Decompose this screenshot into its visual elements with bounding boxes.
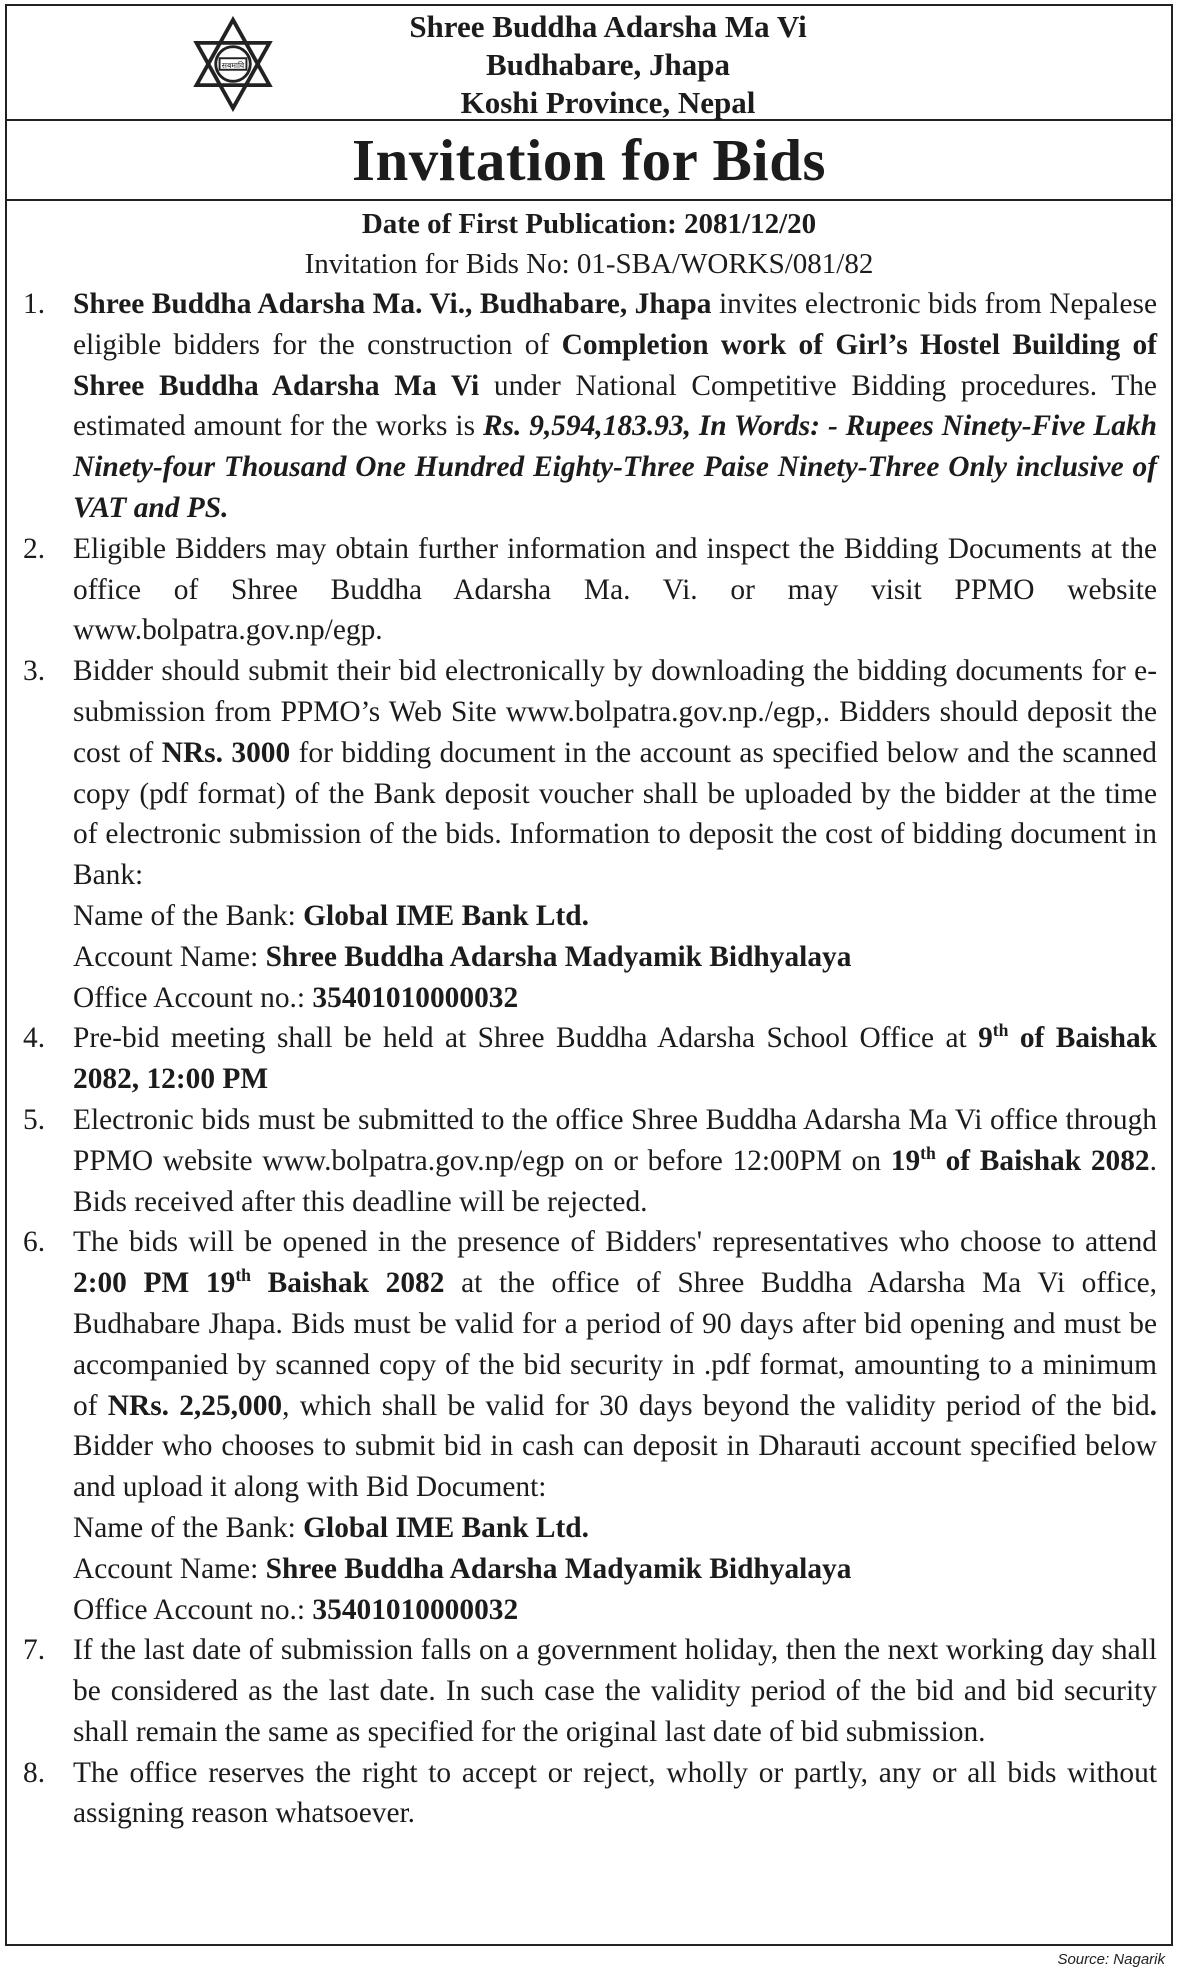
clause-5-day-suffix: th (920, 1142, 936, 1163)
org-province: Koshi Province, Nepal (460, 85, 756, 120)
org-address: Budhabare, Jhapa (485, 47, 731, 82)
clause-4-day: 9 (978, 1022, 993, 1055)
clause-4-text: Pre-bid meeting shall be held at Shree Buddha Adarsha School Office at (73, 1022, 979, 1055)
clause-7 (23, 1630, 1157, 1752)
ifb-number: Invitation for Bids No: 01-SBA/WORKS/081/82 (304, 248, 874, 280)
account-number-label: Office Account no.: (73, 1593, 313, 1626)
clause-number: 3. (23, 655, 46, 688)
clause-text: The office reserves the right to accept or reject, wholly or partly, any or all bids without assigning reason whatsoever. (73, 1756, 1157, 1830)
clause-5 (23, 1100, 1157, 1222)
bank-name-value: Global IME Bank Ltd. (303, 899, 589, 932)
clause-4-day-suffix: th (992, 1020, 1009, 1041)
clause-8 (23, 1753, 1157, 1835)
bank-name-label: Name of the Bank: (73, 1511, 304, 1544)
account-name-label: Account Name: (73, 1552, 266, 1585)
clause-1-work-name: Completion work of Girl’s Hostel Building of Shree Buddha Adarsha Ma Vi (73, 328, 1157, 402)
clause-4-date-time: of Baishak 2082, 12:00 PM (73, 1022, 1158, 1096)
clause-number: 1. (23, 288, 46, 320)
clause-text (73, 1222, 1157, 1630)
clause-6-day-suffix: th (235, 1265, 251, 1286)
clause-4 (23, 1018, 1157, 1100)
clause-5-text-a: Electronic bids must be submitted to the office Shree Buddha Adarsha Ma Vi office through PPMO website www.bolpatra.gov.np/egp on or before 12:00PM on (73, 1103, 1157, 1177)
account-number-label: Office Account no.: (73, 981, 313, 1014)
clause-1-amount: Rs. 9,594,183.93, In Words: - Rupees Ninety-Five Lakh Ninety-four Thousand One Hundred Eighty-Three Paise Ninety-Three Only inclusive of VAT and PS. (73, 410, 1157, 524)
clause-1-text-b: under National Competitive Bidding procedures. The estimated amount for the works is (73, 369, 1157, 443)
account-number-row (73, 978, 1157, 1019)
clause-5-text-b: . Bids received after this deadline will be rejected. (73, 1144, 1157, 1218)
source-credit: Source: Nagarik (1057, 1951, 1165, 1968)
account-number-row (73, 1590, 1157, 1631)
account-name-row (73, 937, 1157, 978)
clause-6-bid-security: NRs. 2,25,000 (107, 1389, 283, 1422)
notice-frame (5, 4, 1173, 1946)
clause-text: Eligible Bidders may obtain further information and inspect the Bidding Documents at the office of Shree Buddha Adarsha Ma. Vi. or may visit PPMO website www.bolpatra.gov.np/egp. (73, 532, 1157, 647)
clause-6-text-c: , which shall be valid for 30 days beyond the validity period of the bid (282, 1389, 1150, 1422)
clause-3 (23, 651, 1157, 1018)
clause-6-period: . (1149, 1389, 1157, 1422)
account-number-value: 35401010000032 (312, 981, 519, 1014)
clause-2 (23, 529, 1157, 651)
clause-3-text-a: Bidder should submit their bid electronically by downloading the bidding documents for e-submission from PPMO’s Web Site www.bolpatra.gov.np./egp,. Bidders should deposit the cost of (73, 655, 1157, 769)
clause-number: 6. (23, 1226, 46, 1259)
bank-name-row (73, 896, 1157, 937)
clause-5-date: of Baishak 2082 (935, 1144, 1150, 1177)
bank-name-row (73, 1508, 1157, 1549)
clause-6-text-d: Bidder who chooses to submit bid in cash can deposit in Dharauti account specified below and upload it along with Bid Document: (73, 1430, 1157, 1504)
clause-text (73, 651, 1157, 1018)
account-name-value: Shree Buddha Adarsha Madyamik Bidhyalaya (265, 940, 852, 973)
account-name-row (73, 1549, 1157, 1590)
clause-text (73, 284, 1157, 529)
notice-header (7, 6, 1171, 119)
notice-body (7, 284, 1171, 1834)
account-name-label: Account Name: (73, 940, 266, 973)
clause-1 (23, 284, 1157, 529)
clause-6 (23, 1222, 1157, 1630)
clause-number: 2. (23, 532, 46, 565)
account-name-value: Shree Buddha Adarsha Madyamik Bidhyalaya (265, 1552, 852, 1585)
clause-number: 7. (23, 1634, 46, 1667)
clause-3-text-b: for bidding document in the account as specified below and the scanned copy (pdf format) of the Bank deposit voucher shall be uploaded by the bidder at the time of electronic submission of the bids. Information to deposit the cost of bidding document in Bank: (73, 736, 1157, 892)
clause-number: 4. (23, 1022, 46, 1055)
clause-text (73, 1100, 1157, 1222)
clause-text (73, 1018, 1157, 1100)
clause-text: If the last date of submission falls on a government holiday, then the next working day shall be considered as the last date. In such case the validity period of the bid and bid security shall remain the same as specified for the original last date of bid submission. (73, 1634, 1157, 1748)
bank-name-label: Name of the Bank: (73, 899, 304, 932)
org-name: Shree Buddha Adarsha Ma Vi (409, 9, 807, 44)
account-number-value: 35401010000032 (312, 1593, 519, 1626)
clause-6-date: Baishak 2082 (250, 1267, 445, 1300)
clause-1-employer: Shree Buddha Adarsha Ma. Vi., Budhabare, Jhapa (73, 288, 712, 320)
clause-3-fee: NRs. 3000 (161, 736, 291, 769)
clause-6-time-day: 2:00 PM 19 (73, 1267, 236, 1300)
notice-title: Invitation for Bids (7, 119, 1171, 201)
clause-6-text-a: The bids will be opened in the presence of Bidders' representatives who choose to attend (73, 1226, 1157, 1259)
clause-5-day: 19 (890, 1144, 921, 1177)
clause-number: 8. (23, 1756, 46, 1789)
clause-6-text-b: at the office of Shree Buddha Adarsha Ma Vi office, Budhabare Jhapa. Bids must be valid for a period of 90 days after bid opening and must be accompanied by scanned copy of the bid security in .pdf format, amounting to a minimum of (73, 1267, 1158, 1422)
clause-1-text-a: invites electronic bids from Nepalese eligible bidders for the construction of (73, 288, 1157, 361)
publication-date: Date of First Publication: 2081/12/20 (361, 208, 817, 240)
clause-number: 5. (23, 1103, 46, 1136)
svg-text:सबमावि: सबमावि (221, 60, 245, 70)
organization-name-block (7, 8, 1171, 122)
bank-name-value: Global IME Bank Ltd. (303, 1511, 589, 1544)
